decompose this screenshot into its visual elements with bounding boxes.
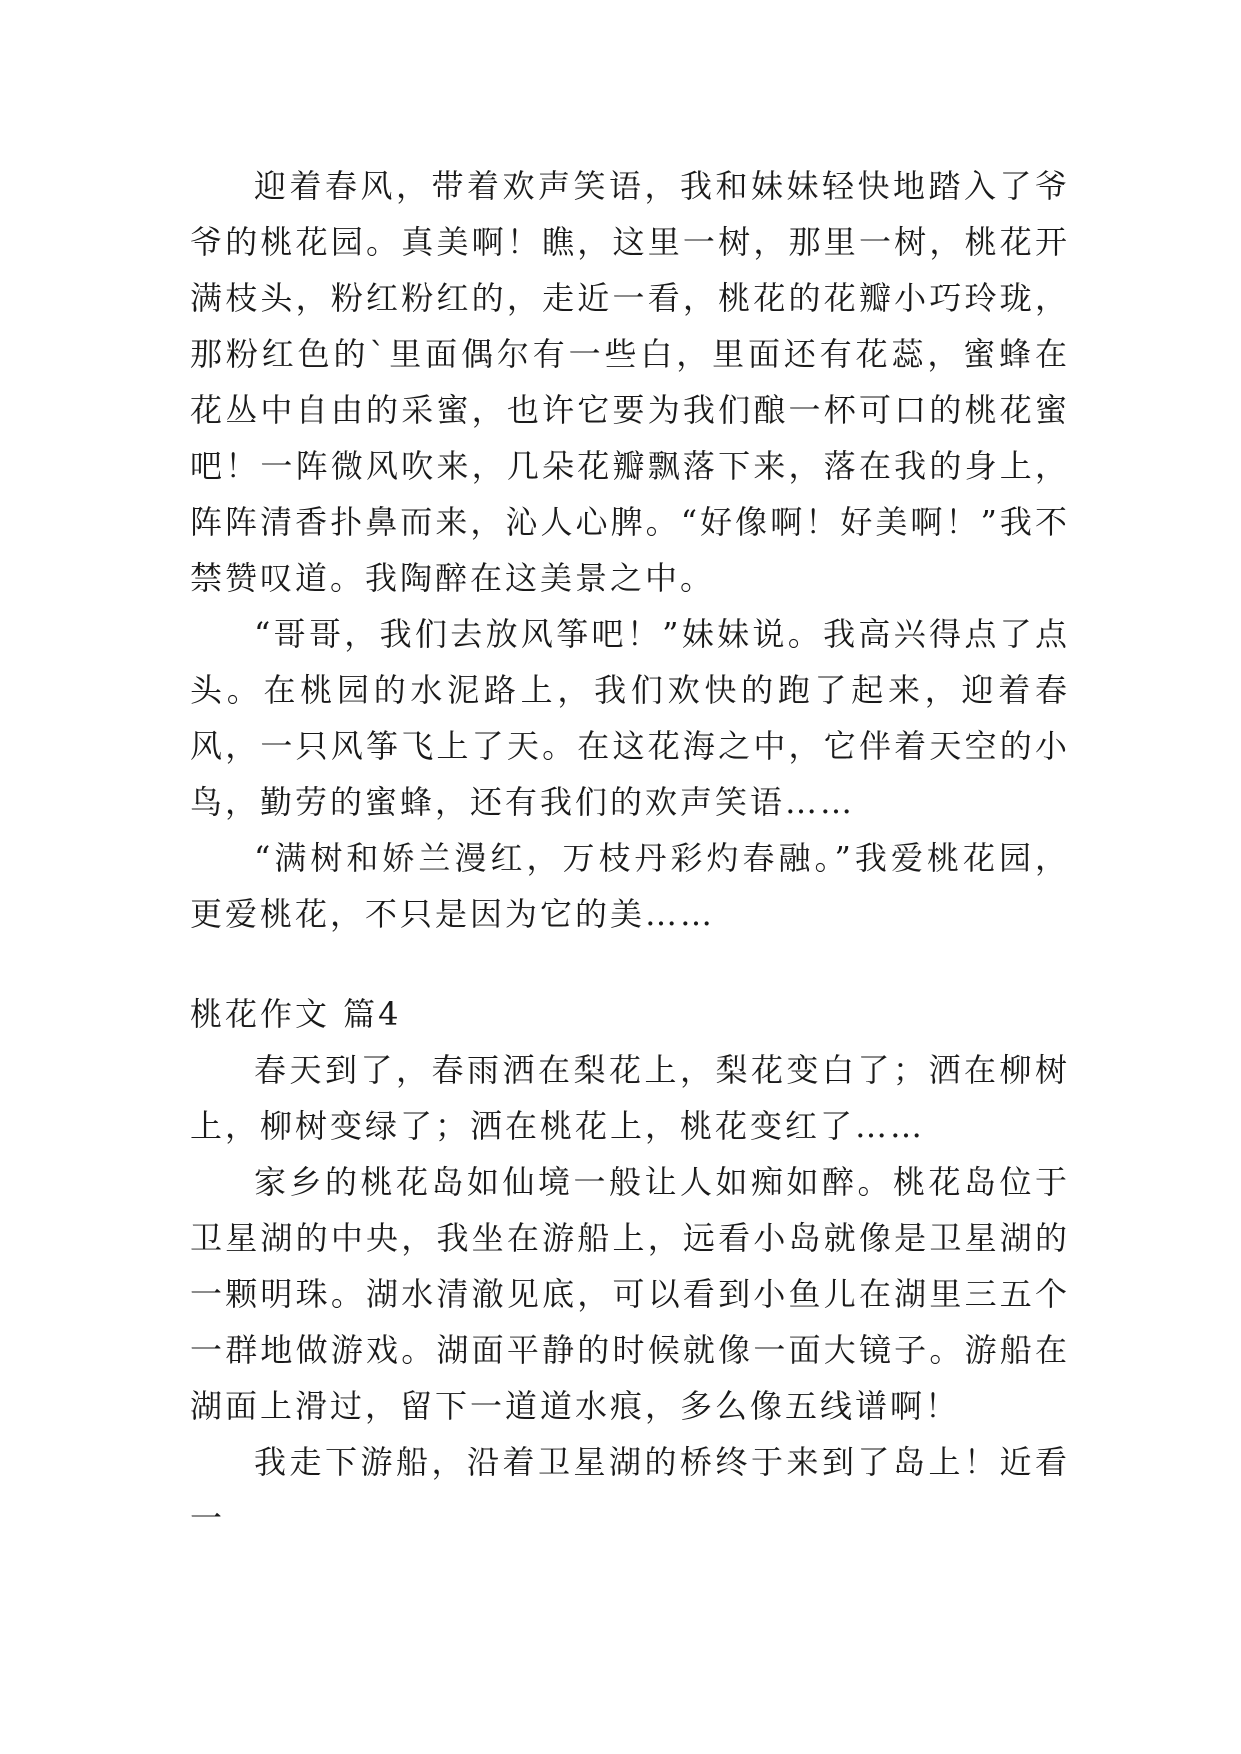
article-body (190, 158, 1070, 1546)
section-gap (190, 942, 1070, 986)
paragraph-arrival: 我走下游船，沿着卫星湖的桥终于来到了岛上！近看一 (190, 1443, 1070, 1537)
paragraph-peach-garden: 迎着春风，带着欢声笑语，我和妹妹轻快地踏入了爷爷的桃花园。真美啊！瞧，这里一树，那里一树，桃花开满枝头，粉红粉红的，走近一看，桃花的花瓣小巧玲珑，那粉红色的`里面偶尔有一些白，里面还有花蕊，蜜蜂在花丛中自由的采蜜，也许它要为我们酿一杯可口的桃花蜜吧！一阵微风吹来，几朵花瓣飘落下来，落在我的身上，阵阵清香扑鼻而来，沁人心脾。“好像啊！好美啊！”我不禁赞叹道。我陶醉在这美景之中。 (190, 167, 1070, 597)
paragraph-peach-island: 家乡的桃花岛如仙境一般让人如痴如醉。桃花岛位于卫星湖的中央，我坐在游船上，远看小岛就像是卫星湖的一颗明珠。湖水清澈见底，可以看到小鱼儿在湖里三五个一群地做游戏。湖面平静的时候就像一面大镜子。游船在湖面上滑过，留下一道道水痕，多么像五线谱啊！ (190, 1163, 1070, 1425)
paragraph-poem: “满树和娇兰漫红，万枝丹彩灼春融。”我爱桃花园，更爱桃花，不只是因为它的美…… (190, 839, 1070, 933)
paragraph-kite: “哥哥，我们去放风筝吧！”妹妹说。我高兴得点了点头。在桃园的水泥路上，我们欢快的跑了起来，迎着春风，一只风筝飞上了天。在这花海之中，它伴着天空的小鸟，勤劳的蜜蜂，还有我们的欢声笑语…… (190, 615, 1070, 821)
paragraph-spring-rain: 春天到了，春雨洒在梨花上，梨花变白了；洒在柳树上，柳树变绿了；洒在桃花上，桃花变红了…… (190, 1051, 1070, 1145)
section-heading: 桃花作文 篇4 (190, 995, 402, 1033)
